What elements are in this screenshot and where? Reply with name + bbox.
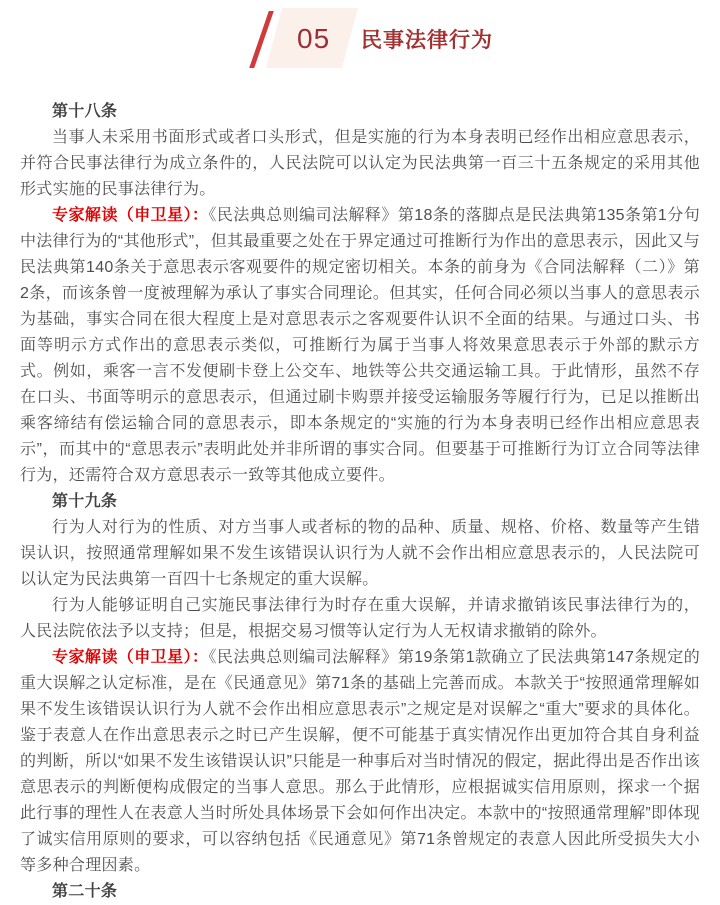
chapter-header: [0, 0, 720, 97]
expert-commentary-paragraph: 专家解读（申卫星）：《民法典总则编司法解释》第19条第1款确立了民法典第147条规定的重大误解之认定标准，是在《民通意见》第71条的基础上完善而成。本款关于“按照通常理解如果不发生该错误认识行为人就不会作出相应意思表示”之规定是对误解之“重大”要求的具体化。鉴于表意人在作出意思表示之时已产生误解，便不可能基于真实情况作出更加符合其自身利益的判断，所以“如果不发生该错误认识”只能是一种事后对当时情况的假定，据此得出是否作出该意思表示的判断便构成假定的当事人意思。那么于此情形，应根据诚实信用原则，探求一个据此行事的理性人在表意人当时所处具体场景下会如何作出决定。本款中的“按照通常理解”即体现了诚实信用原则的要求，可以容纳包括《民通意见》第71条曾规定的表意人因此所受损失大小等多种合理因素。: [20, 649, 700, 874]
expert-commentary-label: 专家解读（申卫星）：: [52, 207, 209, 224]
article-content: [20, 99, 700, 905]
expert-commentary-paragraph: 专家解读（申卫星）：《民法典总则编司法解释》第18条的落脚点是民法典第135条第1分句中法律行为的“其他形式”，但其最重要之处在于界定通过可推断行为作出的意思表示，因此又与民法典第140条关于意思表示客观要件的规定密切相关。本条的前身为《合同法解释（二）》第2条，而该条曾一度被理解为承认了事实合同理论。但其实，任何合同必须以当事人的意思表示为基础，事实合同在很大程度上是对意思表示之客观要件认识不全面的结果。与通过口头、书面等明示方式作出的意思表示类似，可推断行为属于当事人将效果意思表示于外部的默示方式。例如，乘客一言不发便刷卡登上公交车、地铁等公共交通运输工具。于此情形，虽然不存在口头、书面等明示的意思表示，但通过刷卡购票并接受运输服务等履行行为，已足以推断出乘客缔结有偿运输合同的意思表示，即本条规定的“实施的行为本身表明已经作出相应意思表示”，而其中的“意思表示”表明此处并非所谓的事实合同。但要基于可推断行为订立合同等法律行为，还需符合双方意思表示一致等其他成立要件。: [20, 207, 700, 484]
law-text-paragraph: 当事人未采用书面形式或者口头形式，但是实施的行为本身表明已经作出相应意思表示，并符合民事法律行为成立条件的，人民法院可以认定为民法典第一百三十五条规定的采用其他形式实施的民事法律行为。: [20, 129, 700, 198]
expert-commentary-label: 专家解读（申卫星）：: [52, 649, 209, 666]
law-text-paragraph: 行为人能够证明自己实施民事法律行为时存在重大误解，并请求撤销该民事法律行为的，人民法院依法予以支持；但是，根据交易习惯等认定行为人无权请求撤销的除外。: [20, 597, 700, 640]
chapter-number: 05: [297, 23, 331, 54]
article-heading: 第十八条: [52, 103, 118, 120]
article-heading: 第二十条: [52, 883, 118, 900]
chapter-title: 民事法律行为: [361, 29, 493, 52]
article-heading: 第十九条: [52, 493, 118, 510]
law-text-paragraph: 行为人对行为的性质、对方当事人或者标的物的品种、质量、规格、价格、数量等产生错误认识，按照通常理解如果不发生该错误认识行为人就不会作出相应意思表示的，人民法院可以认定为民法典第一百四十七条规定的重大误解。: [20, 519, 700, 588]
